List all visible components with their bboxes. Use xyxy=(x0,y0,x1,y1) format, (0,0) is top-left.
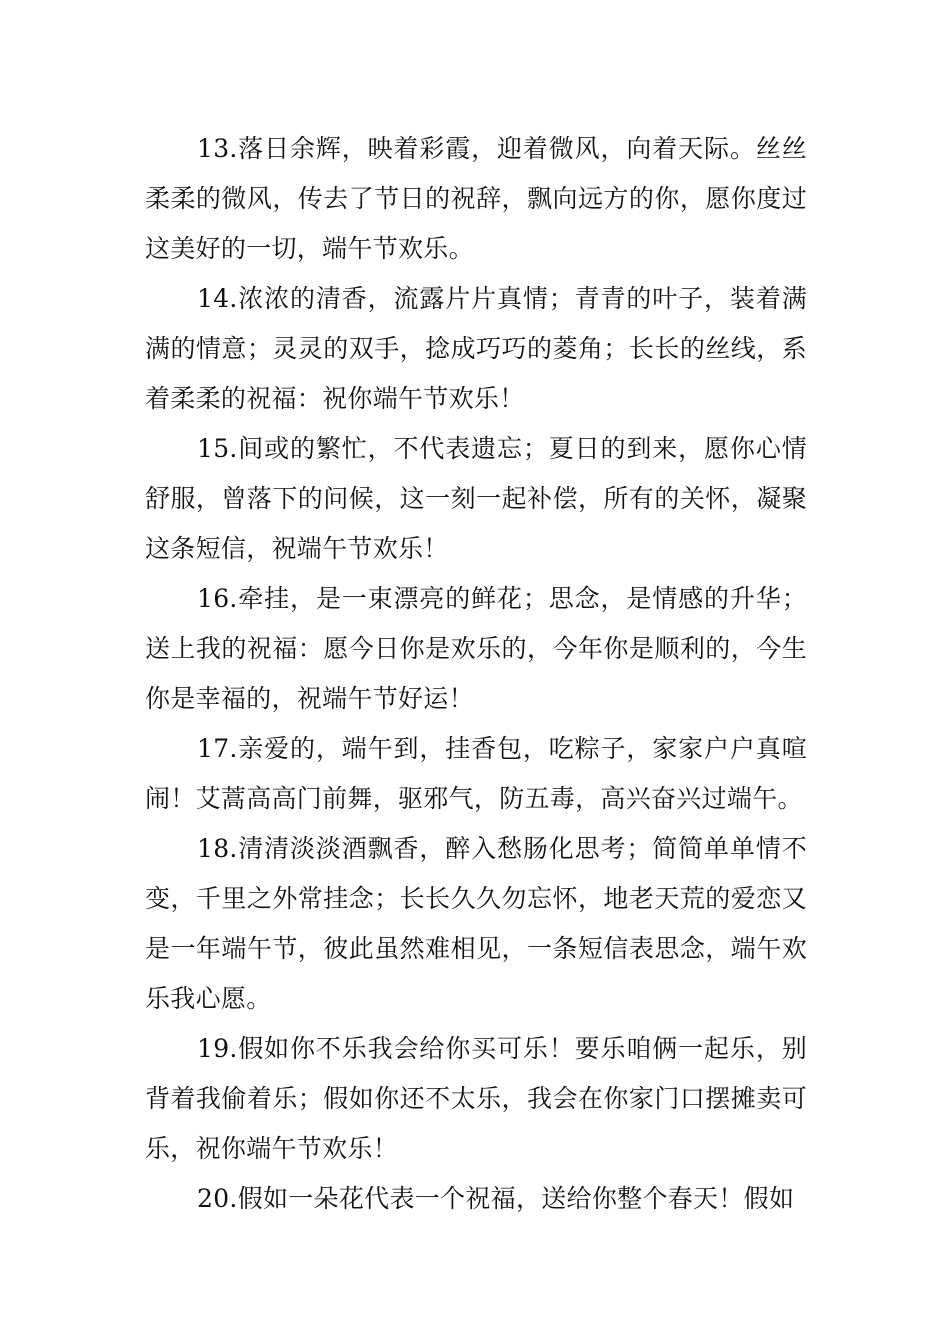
paragraph-15: 15.间或的繁忙，不代表遗忘；夏日的到来，愿你心情舒服，曾落下的问候，这一刻一起补偿，所有的关怀，凝聚这条短信，祝端午节欢乐！ xyxy=(145,434,807,563)
paragraph-17: 17.亲爱的，端午到，挂香包，吃粽子，家家户户真喧闹！艾蒿高高门前舞，驱邪气，防五毒，高兴奋兴过端午。 xyxy=(145,734,807,813)
paragraph-16: 16.牵挂，是一束漂亮的鲜花；思念，是情感的升华；送上我的祝福：愿今日你是欢乐的，今年你是顺利的，今生你是幸福的，祝端午节好运！ xyxy=(145,584,807,713)
paragraph-13: 13.落日余辉，映着彩霞，迎着微风，向着天际。丝丝柔柔的微风，传去了节日的祝辞，飘向远方的你，愿你度过这美好的一切，端午节欢乐。 xyxy=(145,134,807,263)
paragraph-20: 20.假如一朵花代表一个祝福，送给你整个春天！假如 xyxy=(197,1184,795,1213)
paragraph-14: 14.浓浓的清香，流露片片真情；青青的叶子，装着满满的情意；灵灵的双手，捻成巧巧的菱角；长长的丝线，系着柔柔的祝福：祝你端午节欢乐！ xyxy=(145,284,807,413)
paragraph-19: 19.假如你不乐我会给你买可乐！要乐咱俩一起乐，别背着我偷着乐；假如你还不太乐，我会在你家门口摆摊卖可乐，祝你端午节欢乐！ xyxy=(145,1034,807,1163)
paragraph-18: 18.清清淡淡酒飘香，醉入愁肠化思考；简简单单情不变，千里之外常挂念；长长久久勿忘怀，地老天荒的爱恋又是一年端午节，彼此虽然难相见，一条短信表思念，端午欢乐我心愿。 xyxy=(145,834,807,1013)
document-body xyxy=(145,124,807,1224)
